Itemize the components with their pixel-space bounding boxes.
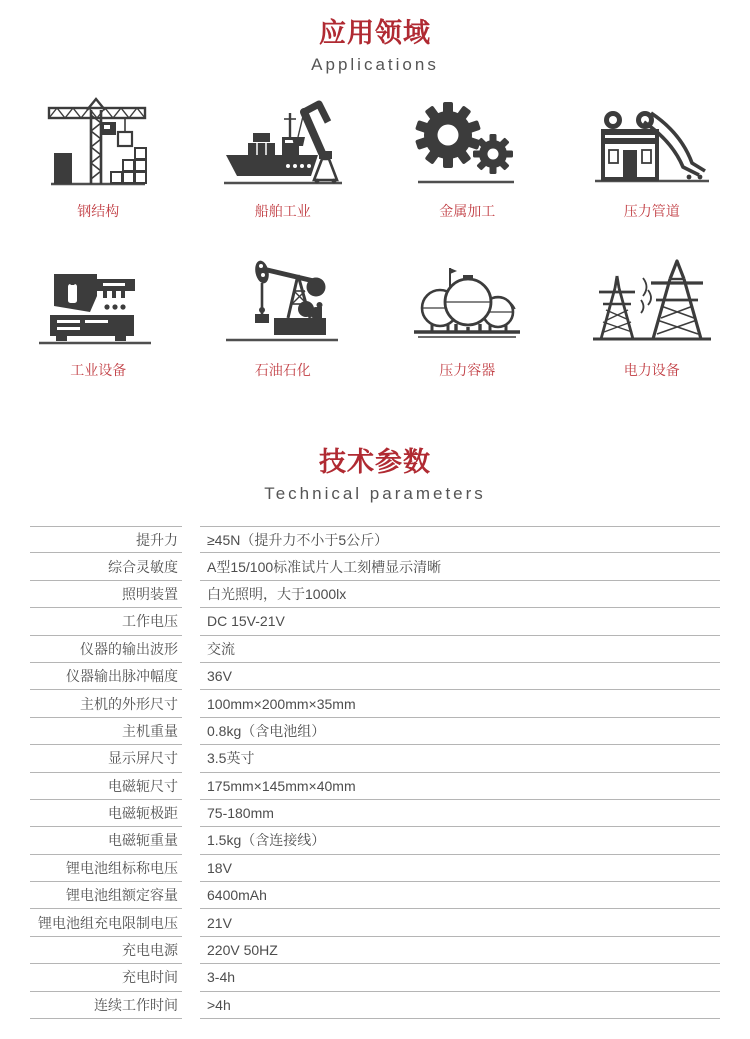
spec-row: [30, 855, 720, 882]
spec-row: [30, 937, 720, 964]
spec-gap: [182, 663, 200, 690]
spec-value: DC 15V-21V: [200, 608, 720, 635]
application-label: 金属加工: [439, 203, 496, 219]
spec-gap: [182, 964, 200, 991]
application-label: 钢结构: [77, 203, 120, 219]
spec-label: 照明装置: [30, 581, 182, 608]
spec-value: 36V: [200, 663, 720, 690]
spec-label: 锂电池组额定容量: [30, 882, 182, 909]
spec-row: [30, 663, 720, 690]
spec-value: 交流: [200, 636, 720, 663]
application-label: 电力设备: [623, 362, 680, 378]
application-label: 石油石化: [254, 362, 311, 378]
spec-row: [30, 882, 720, 909]
specs-header: [0, 429, 750, 504]
spec-label: 提升力: [30, 526, 182, 553]
spec-value: 6400mAh: [200, 882, 720, 909]
spec-label: 主机的外形尺寸: [30, 690, 182, 717]
spec-row: [30, 553, 720, 580]
spec-gap: [182, 773, 200, 800]
application-item-power-equipment: [560, 254, 745, 379]
spec-label: 锂电池组充电限制电压: [30, 909, 182, 936]
spec-value: 18V: [200, 855, 720, 882]
spec-value: 175mm×145mm×40mm: [200, 773, 720, 800]
spec-gap: [182, 882, 200, 909]
spec-row: [30, 745, 720, 772]
spec-gap: [182, 718, 200, 745]
application-item-pressure-pipeline: [560, 95, 745, 220]
spec-gap: [182, 855, 200, 882]
spec-value: 0.8kg（含电池组）: [200, 718, 720, 745]
spec-label: 电磁轭极距: [30, 800, 182, 827]
spec-row: [30, 964, 720, 991]
spec-gap: [182, 553, 200, 580]
spec-value: 3.5英寸: [200, 745, 720, 772]
spec-row: [30, 992, 720, 1019]
spec-label: 工作电压: [30, 608, 182, 635]
spec-gap: [182, 745, 200, 772]
spec-label: 仪器的输出波形: [30, 636, 182, 663]
application-item-pressure-vessel: [375, 254, 560, 379]
oil-pump-icon: [217, 254, 349, 350]
spec-value: 21V: [200, 909, 720, 936]
spec-label: 电磁轭重量: [30, 827, 182, 854]
spec-value: 1.5kg（含连接线）: [200, 827, 720, 854]
spec-gap: [182, 992, 200, 1019]
spec-label: 充电时间: [30, 964, 182, 991]
spec-gap: [182, 827, 200, 854]
application-item-petrochemical: [191, 254, 376, 379]
spec-label: 电磁轭尺寸: [30, 773, 182, 800]
spec-gap: [182, 581, 200, 608]
application-item-steel-structure: [6, 95, 191, 220]
spec-row: [30, 608, 720, 635]
spec-label: 主机重量: [30, 718, 182, 745]
spec-value: 75-180mm: [200, 800, 720, 827]
spec-value: 220V 50HZ: [200, 937, 720, 964]
gears-icon: [401, 95, 533, 191]
spec-gap: [182, 800, 200, 827]
industrial-machine-icon: [32, 254, 164, 350]
spec-label: 充电电源: [30, 937, 182, 964]
spec-gap: [182, 937, 200, 964]
application-label: 船舶工业: [254, 203, 311, 219]
tower-crane-icon: [32, 95, 164, 191]
pipeline-icon: [586, 95, 718, 191]
application-label: 压力容器: [439, 362, 496, 378]
spec-row: [30, 690, 720, 717]
application-item-metal-processing: [375, 95, 560, 220]
spec-row: [30, 909, 720, 936]
spec-value: A型15/100标准试片人工刻槽显示清晰: [200, 553, 720, 580]
spec-row: [30, 827, 720, 854]
storage-tanks-icon: [401, 254, 533, 350]
spec-label: 锂电池组标称电压: [30, 855, 182, 882]
specs-title: 技术参数: [319, 447, 431, 477]
spec-gap: [182, 909, 200, 936]
spec-row: [30, 526, 720, 553]
application-label: 工业设备: [70, 362, 127, 378]
spec-label: 显示屏尺寸: [30, 745, 182, 772]
power-towers-icon: [586, 254, 718, 350]
applications-grid: [0, 75, 750, 379]
spec-row: [30, 718, 720, 745]
spec-value: 白光照明，大于1000lx: [200, 581, 720, 608]
spec-row: [30, 581, 720, 608]
specs-section: [0, 429, 750, 1019]
specs-subtitle: Technical parameters: [264, 484, 486, 503]
spec-value: 3-4h: [200, 964, 720, 991]
spec-gap: [182, 526, 200, 553]
applications-header: [0, 0, 750, 75]
application-item-industrial-equipment: [6, 254, 191, 379]
spec-gap: [182, 690, 200, 717]
spec-label: 仪器输出脉冲幅度: [30, 663, 182, 690]
applications-title: 应用领域: [319, 18, 431, 48]
spec-gap: [182, 608, 200, 635]
spec-label: 综合灵敏度: [30, 553, 182, 580]
spec-value: >4h: [200, 992, 720, 1019]
application-label: 压力管道: [623, 203, 680, 219]
spec-value: ≥45N（提升力不小于5公斤）: [200, 526, 720, 553]
ship-crane-icon: [217, 95, 349, 191]
applications-subtitle: Applications: [311, 55, 439, 74]
spec-row: [30, 773, 720, 800]
application-item-shipbuilding: [191, 95, 376, 220]
spec-row: [30, 636, 720, 663]
spec-gap: [182, 636, 200, 663]
spec-row: [30, 800, 720, 827]
spec-table: [30, 526, 720, 1019]
spec-value: 100mm×200mm×35mm: [200, 690, 720, 717]
spec-label: 连续工作时间: [30, 992, 182, 1019]
